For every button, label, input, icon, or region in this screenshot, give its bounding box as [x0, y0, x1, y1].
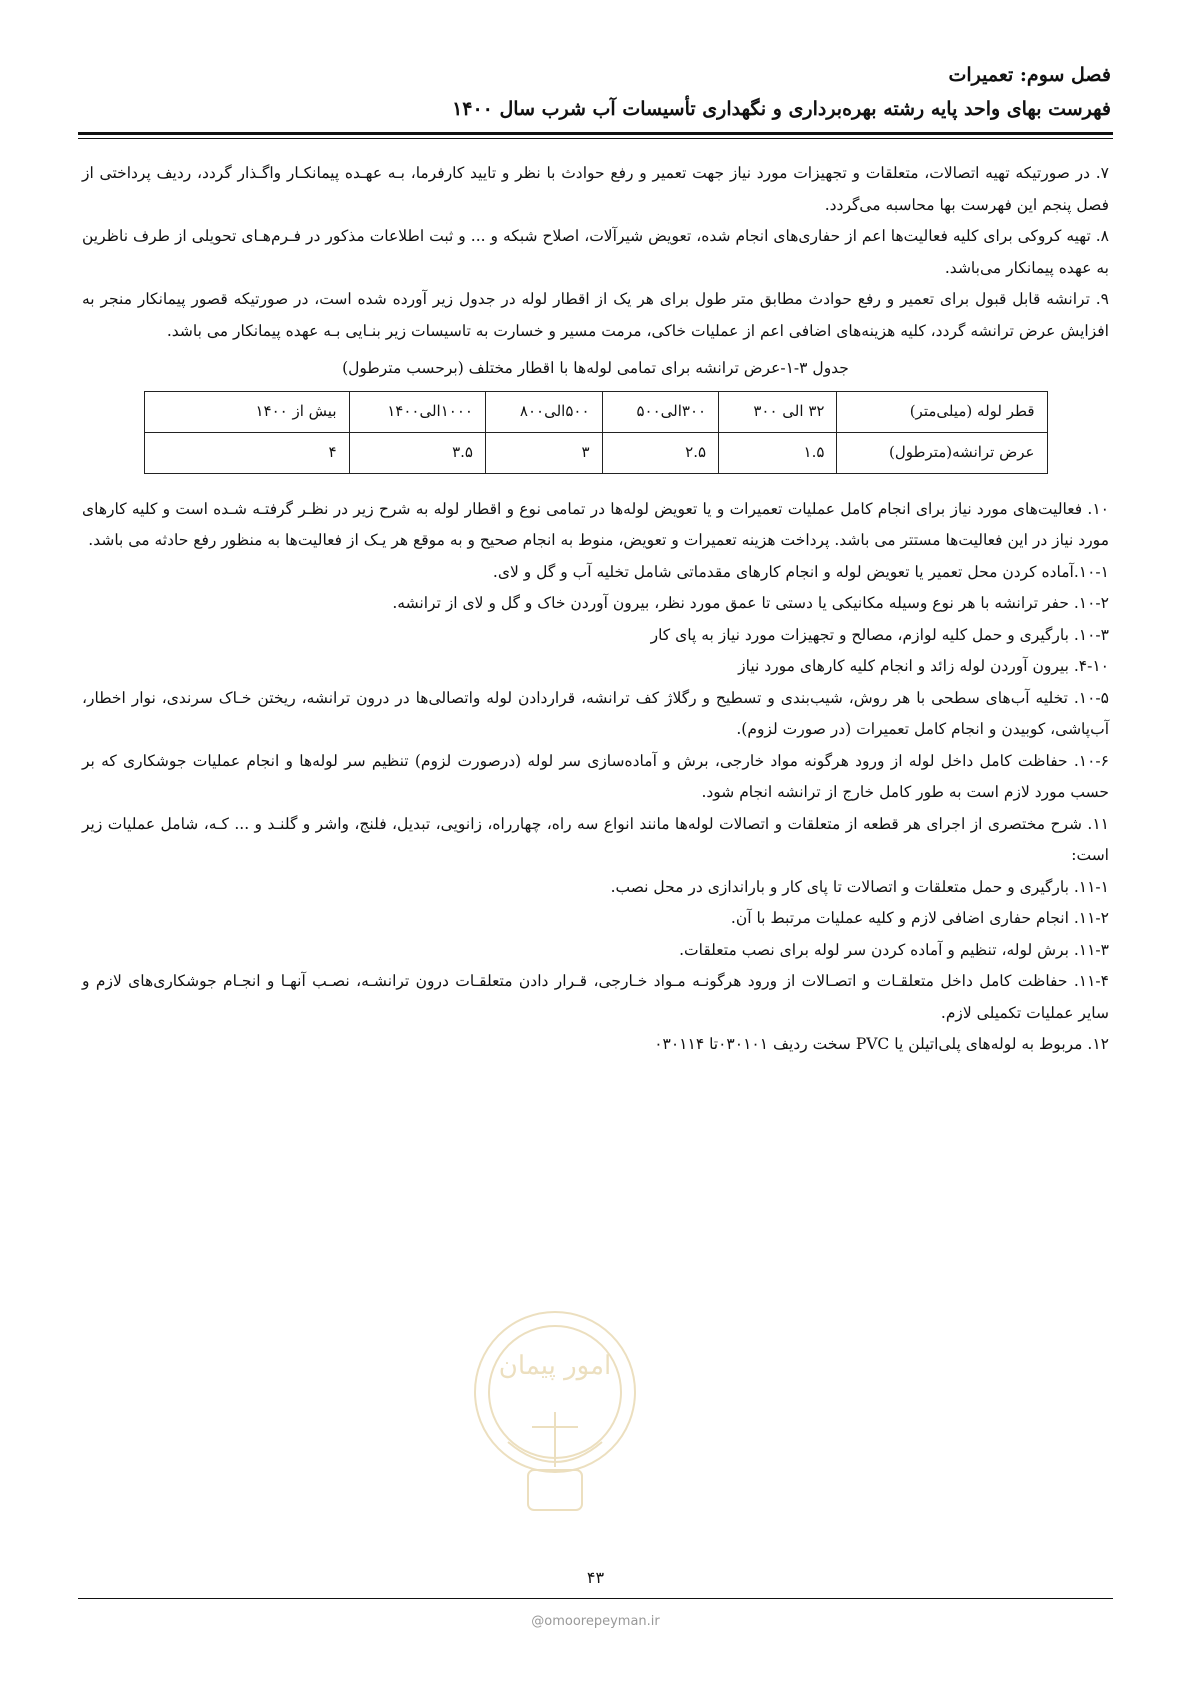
main-content: [82, 158, 1109, 1061]
paragraph-10: ۱۰. فعالیت‌های مورد نیاز برای انجام کامل عملیات تعمیرات و یا تعویض لوله‌ها در تمامی نوع و اقطار لوله به شرح زیر در نظـر گرفتـه شـده است و کلیه کارهای مورد نیاز در این فعالیت‌ها مستتر می باشد. پرداخت هزینه تعمیرات و تعویض، منوط به انجام صحیح و به موقع هر یـک از فعالیت‌ها به منظور رفع حادثه می باشد.: [82, 499, 1109, 549]
paragraph-7: ۷. در صورتیکه تهیه اتصالات، متعلقات و تجهیزات مورد نیاز جهت تعمیر و رفع حوادث با نظر و تایید کارفرما، بـه عهـده پیمانکـار واگـذار گردد، ردیف پرداختی از فصل پنجم این فهرست بها محاسبه می‌گردد.: [82, 164, 1109, 214]
paragraph-10-3: ۱۰-۳. بارگیری و حمل کلیه لوازم، مصالح و تجهیزات مورد نیاز به پای کار: [650, 625, 1109, 644]
table-cell: ۳: [485, 432, 602, 473]
table-cell: ۳۲ الی ۳۰۰: [719, 391, 837, 432]
footer-rule: [78, 1598, 1113, 1599]
table-cell: بیش از ۱۴۰۰: [144, 391, 349, 432]
table-cell: عرض ترانشه(مترطول): [837, 432, 1047, 473]
paragraph-10-4: ۴-۱۰. بیرون آوردن لوله زائد و انجام کلیه کارهای مورد نیاز: [738, 657, 1109, 675]
seal-logo-icon: [468, 1292, 643, 1522]
site-watermark: @omoorepeyman.ir: [531, 1614, 660, 1629]
table-cell: ۲.۵: [602, 432, 719, 473]
paragraph-10-1: ۱۰-۱.آماده کردن محل تعمیر یا تعویض لوله و انجام کارهای مقدماتی شامل تخلیه آب و گل و لای.: [492, 562, 1109, 581]
header-rule-thick: [78, 132, 1113, 135]
document-title: فهرست بهای واحد پایه رشته بهره‌برداری و نگهداری تأسیسات آب شرب سال ۱۴۰۰: [452, 98, 1111, 120]
chapter-title: فصل سوم: تعمیرات: [948, 64, 1111, 86]
table-cell: ۱۰۰۰الی۱۴۰۰: [349, 391, 485, 432]
paragraph-8: ۸. تهیه کروکی برای کلیه فعالیت‌ها اعم از حفاری‌های انجام شده، تعویض شیرآلات، اصلاح شبکه و ... و ثبت اطلاعات مذکور در فـرم‌هـای تحویلی از طرف ناظرین به عهده پیمانکار می‌باشد.: [82, 227, 1109, 277]
paragraph-11-1: ۱۱-۱. بارگیری و حمل متعلقات و اتصالات تا پای کار و باراندازی در محل نصب.: [610, 877, 1109, 896]
table-row: [144, 432, 1047, 473]
table-row: [144, 391, 1047, 432]
header-rule-thin: [78, 138, 1113, 139]
paragraph-12: ۱۲. مربوط به لوله‌های پلی‌اتیلن یا PVC سخت ردیف ۰۳۰۱۰۱تا ۰۳۰۱۱۴: [654, 1035, 1109, 1053]
table-cell: ۳۰۰الی۵۰۰: [602, 391, 719, 432]
paragraph-9: ۹. ترانشه قابل قبول برای تعمیر و رفع حوادث مطابق متر طول برای هر یک از اقطار لوله در جدول زیر آورده شده است، در صورتیکه قصور پیمانکار منجر به افزایش عرض ترانشه گردد، کلیه هزینه‌های اضافی اعم از عملیات خاکی، مرمت مسیر و خسارت به تاسیسات زیر بنـایی بـه عهده پیمانکار می باشد.: [82, 290, 1109, 340]
table-cell: ۳.۵: [349, 432, 485, 473]
table-cell: ۵۰۰الی۸۰۰: [485, 391, 602, 432]
table-cell: قطر لوله (میلی‌متر): [837, 391, 1047, 432]
table-caption: جدول ۳-۱-عرض ترانشه برای تمامی لوله‌ها با اقطار مختلف (برحسب مترطول): [342, 359, 849, 377]
paragraph-11-2: ۱۱-۲. انجام حفاری اضافی لازم و کلیه عملیات مرتبط با آن.: [730, 909, 1109, 927]
paragraph-11: ۱۱. شرح مختصری از اجرای هر قطعه از متعلقات و اتصالات لوله‌ها مانند انواع سه راه، چهارراه، زانویی، تبدیل، فلنج، واشر و گلنـد و ... کـه، شامل عملیات زیر است:: [82, 814, 1109, 864]
paragraph-10-6: ۱۰-۶. حفاظت کامل داخل لوله از ورود هرگونه مواد خارجی، برش و آماده‌سازی سر لوله (درصورت لزوم) تنظیم سر لوله‌ها و انجام عملیات جوشکاری که بر حسب مورد لازم است به طور کامل خارج از ترانشه انجام شود.: [82, 751, 1109, 801]
trench-width-table: [144, 391, 1048, 474]
page-header: [80, 58, 1111, 126]
paragraph-10-5: ۱۰-۵. تخلیه آب‌های سطحی با هر روش، شیب‌بندی و تسطیح و رگلاژ کف ترانشه، قراردادن لوله واتصالی‌ها در درون ترانشه، ریختن خـاک سرندی، نوار اخطار، آب‌پاشی، کوبیدن و انجام کامل تعمیرات (در صورت لزوم).: [82, 688, 1109, 738]
table-cell: ۱.۵: [719, 432, 837, 473]
paragraph-10-2: ۱۰-۲. حفر ترانشه با هر نوع وسیله مکانیکی یا دستی تا عمق مورد نظر، بیرون آوردن خاک و گل و لای از ترانشه.: [392, 594, 1109, 612]
page-number: ۴۳: [586, 1568, 605, 1587]
paragraph-11-4: ۱۱-۴. حفاظت کامل داخل متعلقـات و اتصـالات از ورود هرگونـه مـواد خـارجی، قـرار دادن متعلقـات درون ترانشـه، نصـب آنهـا و انجـام جوشکاری‌های لازم و سایر عملیات تکمیلی لازم.: [82, 972, 1109, 1022]
watermark-label: امور پیمان: [498, 1351, 612, 1381]
table-cell: ۴: [144, 432, 349, 473]
paragraph-11-3: ۱۱-۳. برش لوله، تنظیم و آماده کردن سر لوله برای نصب متعلقات.: [679, 940, 1109, 959]
